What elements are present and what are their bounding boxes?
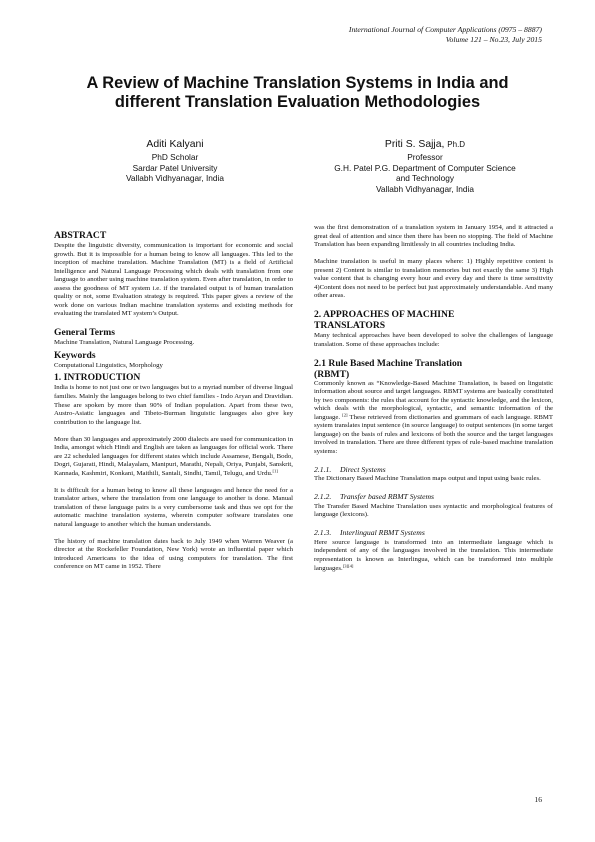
author-block-1 [60,138,290,184]
approaches-heading: 2. APPROACHES OF MACHINE TRANSLATORS [314,309,455,332]
citation-ref: [2] [342,412,348,418]
author-block-2 [300,138,550,194]
subsection-heading-interlingual: 2.1.3. Interlingual RBMT Systems [314,528,425,538]
subsection-heading-direct: 2.1.1. Direct Systems [314,464,386,474]
author-location: Vallabh Vidhyanagar, India [376,183,474,194]
right-column [314,224,553,581]
author-title: Professor [407,152,443,162]
page-number: 16 [534,795,542,804]
paper-title [40,74,555,112]
author-affiliation: G.H. Patel P.G. Department of Computer Science [334,162,516,173]
author-title: PhD Scholar [151,152,199,162]
intro-paragraph-6: Machine translation is useful in many places where: 1) Highly repetitive content is present 2) Content is similar to translation memories but not exactly the same 3) High value content that is changing every hour and every day and there is time sensitivity 4)Content does not need to be perfect but just approximately understandable. And many other areas. [314,258,553,300]
introduction-heading: 1. INTRODUCTION [54,372,141,384]
author-affiliation: Sardar Patel University [132,162,218,173]
keywords-text: Computational Linguistics, Morphology [54,361,163,369]
general-terms-heading: General Terms [54,327,116,339]
abstract-text: Despite the linguistic diversity, communication is important for economic and social growth. But it is impossible for a human being to know all languages. This led to the inception of machine translation. Machine Translation (MT) is a field of Artificial Intelligence and Natural Language Processing which deals with translation from one language to another using machine translation system. Even after translation, in order to assess the goodness of MT system i.e. if the translated output is of human translation quality or not, some Evaluation strategy is required. This paper gives a review of the work done on various Indian machine translation systems and existing methods for evaluating the translated MT system’s Output. [54,242,293,318]
rbmt-heading: 2.1 Rule Based Machine Translation (RBMT) [314,357,463,380]
subsection-heading-transfer: 2.1.2. Transfer based RBMT Systems [314,492,435,502]
general-terms-text: Machine Translation, Natural Language Processing. [54,339,195,347]
title-line-2: different Translation Evaluation Methodologies [114,93,481,111]
journal-header [349,25,542,45]
author-affiliation-cont: and Technology [396,173,454,184]
rbmt-text: Commonly known as “Knowledge-Based Machine Translation, is based on linguistic information about source and target languages. RBMT systems are basically constituted by two components: the rules that account for the syntactic knowledge, and the lexicon, which deals with the morphological, syntactic, and semantic information of the language. [2] These retrieved from dictionaries and grammars of each language. RBMT system translates input sentence (in source language) to output sentences (in some target language) on the basis of rules and lexicons of both the source and the target languages involved in translation. There are three different types of rule-based machine translation systems: [314,379,554,456]
intro-paragraph-2: More than 30 languages and approximately 2000 dialects are used for communication in India, amongst which Hindi and English are taken as languages for official work. There are 22 scheduled languages for different states which include Assamese, Bengali, Bodo, Dogri, Gujarati, Hindi, Malayalam, Manipuri, Marathi, Nepali, Oriya, Punjabi, Sanskrit, Kannada, Kashmiri, Konkani, Maithili, Santali, Sindhi, Tamil, Telugu, and Urdu.[1] [54,435,293,477]
author-degree: Ph.D [447,140,466,149]
citation-ref: [3][4] [342,563,354,569]
author-location: Vallabh Vidhyanagar, India [126,173,224,184]
left-column [54,230,293,580]
approaches-text: Many technical approaches have been developed to solve the challenges of language translation. Some of these approaches include: [314,332,553,348]
journal-volume: Volume 121 – No.23, July 2015 [445,35,542,44]
abstract-heading: ABSTRACT [54,230,107,241]
intro-paragraph-4: The history of machine translation dates back to July 1949 when Warren Weaver (a director at the Rockefeller Foundation, New York) wrote an influential paper which introduced Americans to the idea of using computers for translation. The first conference on MT came in 1952. There [54,537,293,571]
intro-paragraph-3: It is difficult for a human being to know all these languages and hence the need for a translator arises, where the translation from one language to another is done. Manual translation of these language pairs is a very cumbersome task and thus we opt for the automatic machine translation systems, wherein computer software translates one natural language to another which the human understands. [54,486,293,528]
title-line-1: A Review of Machine Translation Systems in India and [86,74,509,92]
intro-paragraph-1: India is home to not just one or two languages but to a myriad number of diverse lingual families. Mainly the languages belong to two chief families - Indo Aryan and Dravidian. These are spoken by more than 90% of Indian population. Apart from these two, Austro-Asiatic languages and Tibeto-Burman linguistic languages also give key contribution to the language list. [54,384,293,426]
subsection-text-interlingual: Here source language is transformed into an intermediate language which is independent of any of the languages involved in the translation. This intermediate representation is known as Interlingua, which can be transformed into multiple languages.[3][4] [314,538,553,572]
author-name: Aditi Kalyani [146,139,204,150]
subsection-text-transfer: The Transfer Based Machine Translation uses syntactic and morphological features of language (lexicons). [314,502,553,519]
citation-ref: [1] [272,468,278,474]
journal-name: International Journal of Computer Applications (0975 – 8887) [348,25,542,34]
author-name: Priti S. Sajja, Ph.D [384,139,466,150]
subsection-text-direct: The Dictionary Based Machine Translation maps output and input using basic rules. [314,475,541,483]
intro-paragraph-5: was the first demonstration of a translation system in January 1954, and it attracted a great deal of attention and since then there has been no stopping. The field of Machine Translation has been expanding limitlessly in all countries including India. [314,224,553,249]
keywords-heading: Keywords [54,349,96,361]
